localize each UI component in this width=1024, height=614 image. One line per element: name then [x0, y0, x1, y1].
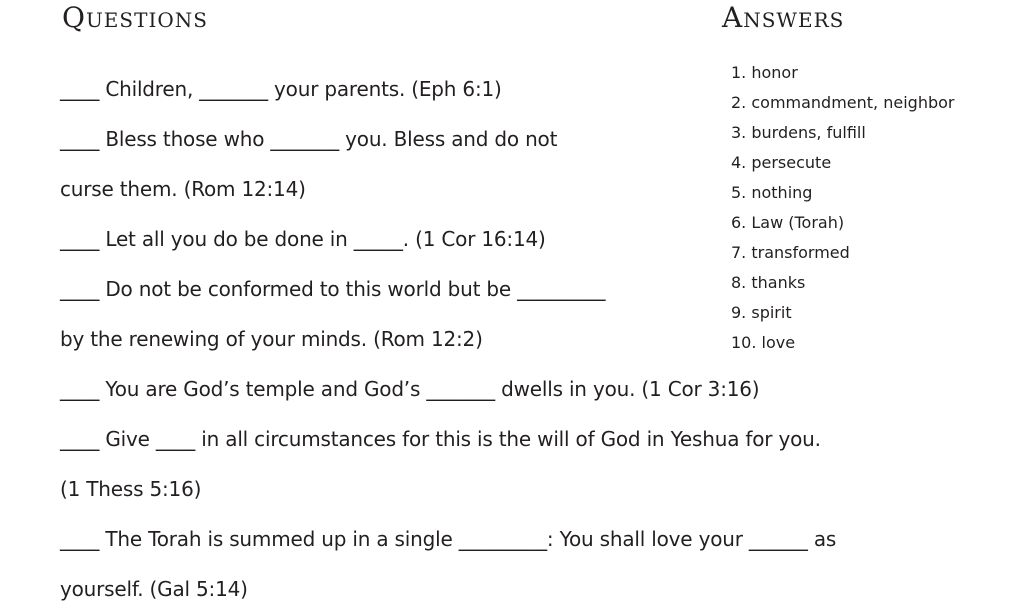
answer-item: 7. transformed [731, 243, 850, 262]
question-line: ____ Children, _______ your parents. (Eph 6:1) [60, 77, 502, 101]
question-line: ____ The Torah is summed up in a single _________: You shall love your ______ as [60, 527, 837, 551]
question-line: ____ Bless those who _______ you. Bless and do not [60, 127, 558, 151]
answer-item: 3. burdens, fulfill [731, 123, 866, 142]
answer-item: 10. love [731, 333, 796, 352]
question-line: ____ Do not be conformed to this world but be _________ [60, 277, 606, 301]
question-line: ____ Give ____ in all circumstances for this is the will of God in Yeshua for you. [60, 427, 821, 451]
question-line: (1 Thess 5:16) [60, 477, 202, 501]
question-line: yourself. (Gal 5:14) [60, 577, 248, 601]
answer-item: 8. thanks [731, 273, 806, 292]
answers-list [731, 58, 1011, 358]
question-line: curse them. (Rom 12:14) [60, 177, 306, 201]
answer-item: 2. commandment, neighbor [731, 93, 955, 112]
answer-item: 6. Law (Torah) [731, 213, 845, 232]
answer-item: 4. persecute [731, 153, 832, 172]
answer-item: 5. nothing [731, 183, 813, 202]
questions-heading: Questions [62, 1, 208, 34]
question-line: by the renewing of your minds. (Rom 12:2) [60, 327, 483, 351]
question-line: ____ You are God’s temple and God’s _______ dwells in you. (1 Cor 3:16) [60, 377, 760, 401]
answer-item: 9. spirit [731, 303, 792, 322]
answers-heading: Answers [722, 1, 845, 34]
question-line: ____ Let all you do be done in _____. (1 Cor 16:14) [60, 227, 546, 251]
answer-item: 1. honor [731, 63, 798, 82]
